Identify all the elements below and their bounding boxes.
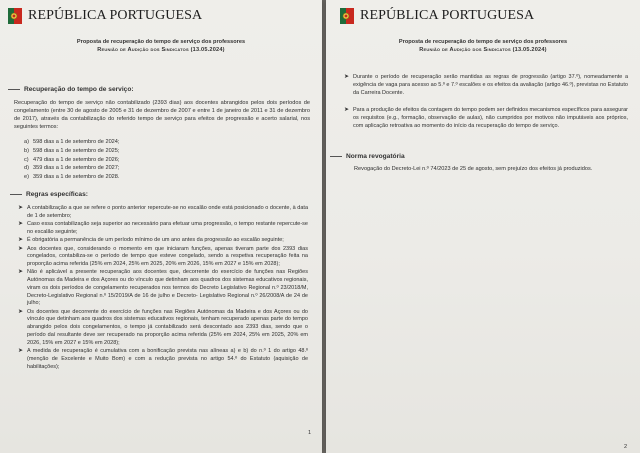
- page-header: [8, 8, 202, 24]
- section-title: Regras específicas:: [26, 191, 88, 198]
- republic-title: REPÚBLICA PORTUGUESA: [28, 8, 203, 23]
- list-item: d) 359 dias a 1 de setembro de 2027;: [24, 165, 120, 172]
- proposal-title: Proposta de recuperação do tempo de serviço dos professores: [76, 39, 246, 45]
- section-title: Recuperação do tempo de serviço:: [24, 86, 134, 93]
- list-item: ➤ Os docentes que decorrente do exercício de funções nas Regiões Autónomas da Madeira e dos Açores ou do vínculo que detinham aos quadros dos sistemas educativos regionais, tenham recuperado apenas parte do tempo abrangido pelos dois congelamentos, o tempo já contabilizado será descontado aos 2393 dias, sendo que o período daí resultante deve ser recuperado na proporção acima referida (25% em 2024, 25% em 2025, 20% em 2026, 15% em 2027 e 15% em 2028);: [18, 308, 308, 346]
- arrow-bullet-icon: ➤: [18, 348, 24, 355]
- section-dash: [330, 156, 342, 157]
- list-item: ➤ Não é aplicável a presente recuperação aos docentes que, decorrente do exercício de funções nas Regiões Autónomas da Madeira e dos Açores ou do vínculo que detinham aos quadros dos sistemas educativos regionais, viram os dois períodos de congelamento recuperados nos termos do Decreto Legislativo Regional n.º 23/2018/M, Decreto-Legislativo Regional n.º 15/2019/A de 16 de julho e Decreto- Legislativo Regional n.º 26/2008/A de 24 de julho;: [18, 269, 308, 307]
- section-dash: [8, 89, 20, 90]
- list-item: e) 359 dias a 1 de setembro de 2028.: [24, 174, 120, 181]
- arrow-bullet-icon: ➤: [344, 74, 350, 80]
- arrow-bullet-icon: ➤: [18, 221, 24, 228]
- arrow-bullet-icon: ➤: [344, 107, 350, 114]
- list-item: ➤ Para a produção de efeitos da contagem do tempo podem ser definidos mecanismos específicos para assegurar os requisitos (e.g., formação, observação de aulas), não cumpridos por motivos não imputáveis aos próprios, com aplicação retroativa ao momento do início da recuperação do tempo de serviço.: [344, 107, 628, 129]
- arrow-bullet-icon: ➤: [18, 308, 24, 315]
- meeting-subtitle: Reunião de Audição dos Sindicatos (13.05.2024): [419, 47, 547, 53]
- page-number: 1: [308, 430, 312, 436]
- list-item: ➤ Caso essa contabilização seja superior ao necessário para efetuar uma progressão, o tempo restante repercute-se no escalão seguinte;: [18, 221, 308, 235]
- list-item: ➤ A medida de recuperação é cumulativa com a bonificação prevista nas alíneas a) e b) do n.º 1 do artigo 48.º (menção de Excelente e Muito Bom) e com a redução prevista no artigo 54.º do Estatuto (aquisição de habilitações);: [18, 348, 308, 370]
- proposal-title: Proposta de recuperação do tempo de serviço dos professores: [398, 39, 568, 45]
- section-heading-rules: [10, 191, 88, 198]
- portuguese-flag-emblem-icon: [340, 8, 354, 24]
- revocation-paragraph: Revogação do Decreto-Lei n.º 74/2023 de 25 de agosto, sem prejuízo dos efeitos já produzidos.: [354, 166, 593, 172]
- recovery-intro-paragraph: Recuperação do tempo de serviço não contabilizado (2393 dias) aos docentes abrangidos pelos dois períodos de congelamento (entre 30 de agosto de 2005 e 31 de dezembro de 2007 e entre 1 de janeiro de 2011 e 31 de dezembro de 2017), através da contabilização do referido tempo de serviço para efeitos de progressão e acerto salarial, nos seguintes termos:: [14, 100, 310, 131]
- list-item: c) 479 dias a 1 de setembro de 2026;: [24, 156, 120, 163]
- arrow-bullet-icon: ➤: [18, 269, 24, 276]
- list-item: ➤ Durante o período de recuperação serão mantidas as regras de progressão (artigo 37.º), nomeadamente a exigência de vaga para acesso ao 5.º e 7.º escalões e os efeitos da avaliação (artigo 46.º), previstas no Estatuto da Carreira Docente.: [344, 74, 628, 96]
- list-item: ➤ Aos docentes que, considerando o momento em que iniciaram funções, apenas tiveram parte dos 2393 dias congelados, contabiliza-se o período de tempo que esteve congelado, sendo a respetiva recuperação feita na proporção acima referida (25% em 2024, 25% em 2025, 20% em 2026, 15% em 2027 e 15% em 2028);: [18, 245, 308, 268]
- list-item: ➤ É obrigatória a permanência de um período mínimo de um ano antes da progressão ao escalão seguinte;: [18, 237, 284, 244]
- schedule-list: [24, 138, 119, 182]
- arrow-bullet-icon: ➤: [18, 245, 24, 252]
- section-dash: [10, 194, 22, 195]
- arrow-bullet-icon: ➤: [18, 237, 24, 244]
- portuguese-flag-emblem-icon: [8, 8, 22, 24]
- specific-rules-list: [18, 205, 308, 372]
- page-number: 2: [624, 444, 628, 450]
- progression-rules-list: [344, 74, 628, 131]
- arrow-bullet-icon: ➤: [18, 205, 24, 211]
- republic-title: REPÚBLICA PORTUGUESA: [360, 8, 535, 23]
- document-page-2: [326, 0, 640, 453]
- list-item: ➤ A contabilização a que se refere o ponto anterior repercute-se no escalão onde está posicionado o docente, à data de 1 de setembro;: [18, 205, 308, 219]
- document-title: [0, 38, 322, 54]
- page-header: [340, 8, 534, 24]
- list-item: b) 598 dias a 1 de setembro de 2025;: [24, 147, 120, 154]
- section-heading-recovery: [8, 86, 134, 93]
- section-title: Norma revogatória: [346, 153, 405, 160]
- document-title: [326, 38, 640, 54]
- section-heading-revocation: [330, 153, 405, 160]
- list-item: a) 598 dias a 1 de setembro de 2024;: [24, 139, 120, 145]
- meeting-subtitle: Reunião de Audição dos Sindicatos (13.05.2024): [97, 47, 225, 53]
